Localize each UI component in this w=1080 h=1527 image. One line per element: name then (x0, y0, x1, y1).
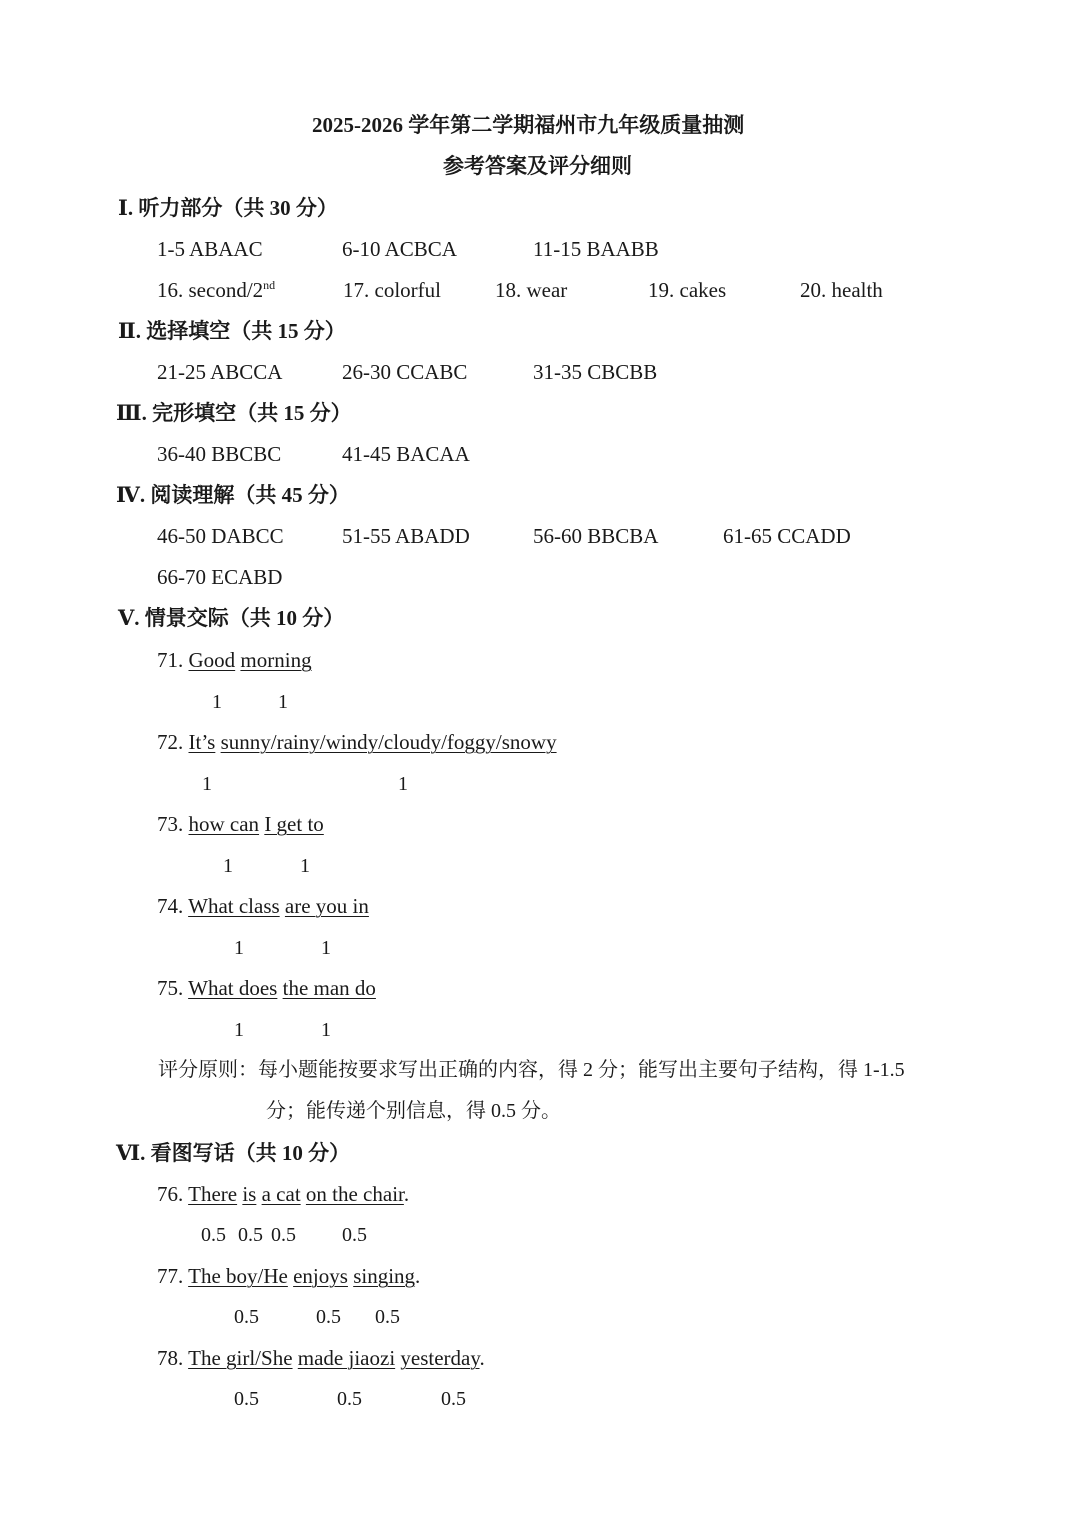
answer-17: 17. colorful (343, 278, 441, 302)
score: 1 (278, 691, 288, 713)
question-number: 72. (157, 730, 184, 754)
sentence-end: . (415, 1264, 421, 1288)
answer-group: 6-10 ACBCA (342, 237, 457, 261)
answer-20: 20. health (800, 278, 883, 302)
score: 0.5 (337, 1388, 362, 1410)
answer-group: 61-65 CCADD (723, 524, 851, 548)
document-title: 2025-2026 学年第二学期福州市九年级质量抽测 (312, 113, 745, 137)
answer-part: singing (353, 1264, 416, 1288)
score: 0.5 (271, 1224, 296, 1246)
scoring-principle-line1: 评分原则：每小题能按要求写出正确的内容，得 2 分；能写出主要句子结构，得 1-1.5 (158, 1059, 905, 1081)
score: 1 (234, 1019, 244, 1041)
answer-16-sup: nd (263, 278, 276, 292)
question-73 (157, 814, 324, 835)
question-77 (157, 1266, 420, 1287)
score: 0.5 (342, 1224, 367, 1246)
section-1-heading: Ⅰ. 听力部分（共 30 分） (118, 196, 338, 220)
answer-part: the man do (282, 976, 376, 1000)
question-number: 78. (157, 1346, 184, 1370)
scoring-principle-line2: 分；能传递个别信息，得 0.5 分。 (266, 1100, 561, 1122)
answer-group: 66-70 ECABD (157, 565, 283, 589)
section-5-heading: Ⅴ. 情景交际（共 10 分） (118, 606, 345, 630)
answer-part: yesterday (400, 1346, 480, 1370)
score: 1 (202, 773, 212, 795)
score: 1 (321, 1019, 331, 1041)
answer-group: 1-5 ABAAC (157, 237, 263, 261)
answer-18: 18. wear (495, 278, 568, 302)
answer-part: a cat (261, 1182, 301, 1206)
answer-16-text: 16. second/2 (157, 278, 264, 302)
answer-part: sunny/rainy/windy/cloudy/foggy/snowy (220, 730, 557, 754)
answer-part: how can (188, 812, 260, 836)
answer-part: made jiaozi (297, 1346, 396, 1370)
answer-part: Good (188, 648, 236, 672)
score: 0.5 (234, 1388, 259, 1410)
question-71 (157, 650, 312, 671)
question-number: 75. (157, 976, 184, 1000)
score: 1 (321, 937, 331, 959)
question-75 (157, 978, 376, 999)
section-3-heading: Ⅲ. 完形填空（共 15 分） (116, 401, 352, 425)
question-78 (157, 1348, 485, 1369)
score: 0.5 (234, 1306, 259, 1328)
answer-part: It’s (188, 730, 216, 754)
answer-group: 46-50 DABCC (157, 524, 284, 548)
question-number: 73. (157, 812, 184, 836)
answer-part: The girl/She (188, 1346, 293, 1370)
score: 0.5 (201, 1224, 226, 1246)
section-6-heading: Ⅵ. 看图写话（共 10 分） (116, 1141, 351, 1165)
question-number: 71. (157, 648, 184, 672)
answer-group: 41-45 BACAA (342, 442, 470, 466)
question-74 (157, 896, 369, 917)
answer-group: 56-60 BBCBA (533, 524, 659, 548)
answer-part: What class (188, 894, 280, 918)
answer-part: morning (240, 648, 312, 672)
question-number: 77. (157, 1264, 184, 1288)
answer-part: What does (188, 976, 278, 1000)
score: 0.5 (316, 1306, 341, 1328)
answer-part: on the chair (305, 1182, 404, 1206)
answer-part: is (242, 1182, 257, 1206)
score: 0.5 (238, 1224, 263, 1246)
answer-part: are you in (284, 894, 369, 918)
answer-group: 36-40 BBCBC (157, 442, 282, 466)
answer-part: There (188, 1182, 238, 1206)
answer-16 (157, 280, 275, 301)
sentence-end: . (479, 1346, 485, 1370)
document-subtitle: 参考答案及评分细则 (443, 154, 632, 178)
score: 0.5 (441, 1388, 466, 1410)
score: 1 (300, 855, 310, 877)
answer-part: The boy/He (188, 1264, 288, 1288)
score: 1 (234, 937, 244, 959)
question-72 (157, 732, 557, 753)
answer-group: 31-35 CBCBB (533, 360, 658, 384)
answer-group: 26-30 CCABC (342, 360, 468, 384)
score: 1 (212, 691, 222, 713)
answer-group: 51-55 ABADD (342, 524, 470, 548)
sentence-end: . (403, 1182, 410, 1206)
answer-part: I get to (264, 812, 324, 836)
question-76 (157, 1184, 409, 1205)
score: 0.5 (375, 1306, 400, 1328)
answer-group: 11-15 BAABB (533, 237, 659, 261)
answer-group: 21-25 ABCCA (157, 360, 283, 384)
answer-part: enjoys (293, 1264, 348, 1288)
score: 1 (223, 855, 233, 877)
section-4-heading: Ⅳ. 阅读理解（共 45 分） (116, 483, 350, 507)
section-2-heading: Ⅱ. 选择填空（共 15 分） (118, 319, 346, 343)
question-number: 74. (157, 894, 184, 918)
score: 1 (398, 773, 408, 795)
question-number: 76. (157, 1182, 184, 1206)
answer-19: 19. cakes (648, 278, 727, 302)
